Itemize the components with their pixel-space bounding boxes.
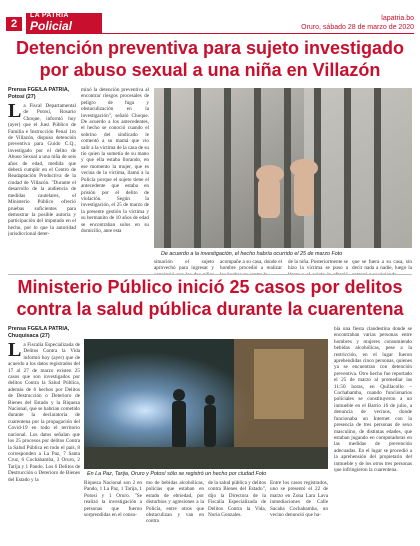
header-meta: [301, 14, 414, 32]
photo-night-scene: [84, 339, 328, 469]
article2-byline: [8, 326, 80, 339]
article2-column-5: Entre los casos registrados, uno se presentó el 22 de marzo en Zona Lara Lava inmediaciones de Calle Sacaba Cochabamba, un vecino denunció que ha-: [270, 480, 328, 519]
article2-column-1: [8, 326, 80, 544]
byline-source: Prensa FGE/LA PATRIA,: [8, 87, 70, 93]
article2-column-3: mo de bebidas alcohólicas, policías que estaban en estado de ebriedad, por disturbios y agresiones a la Policía, entre otros que obstaculizan y van en contra: [146, 480, 204, 525]
byline-place: Potosí (27): [8, 93, 36, 100]
drop-cap: L: [8, 339, 22, 361]
article2-column-right: bía una fiesta clandestina donde se encontraban varias personas entre hombres y mujeres consumiendo bebidas alcohólicas, pese a la restricción, en el lugar fueron aprehendidas cinco personas, quienes ya se encuentran con detención preventiva. Otro hecho fue reportado el 25 de marzo al promediar las 11:50 horas, en Quillacollo – Cochabamba, cuando funcionarios policiales se constituyeron a un inmueble en el Barrio 16 de julio, a denuncia de vecinos, donde funcionaba un Internet con la presencia de tres personas de sexo masculino, de distintas edades, que estaban jugando en computadoras en las medidas de prevención adecuadas. En el lugar se procedió a la aprehensión del propietario del inmueble y de los otros tres personas que infringieron la cuarentena.: [334, 326, 412, 473]
section-name: Policial: [30, 19, 73, 33]
header-rule: [26, 33, 414, 34]
prison-bars-image: [154, 88, 412, 248]
article1-column-1: [8, 87, 76, 273]
article1-column-6: que se fuera a su casa, sin decir nada a nadie, luego la: [352, 259, 412, 272]
byline-source: Prensa FGE/LA PATRIA,: [8, 326, 70, 332]
photo-prison-bars: [154, 88, 412, 248]
drop-cap: L: [8, 100, 22, 122]
article1-byline: [8, 87, 76, 100]
brand-logo: [26, 13, 102, 33]
article1-column-3: situación el sujeto aprovechó para ingresar y: [154, 259, 214, 272]
article2-column-2: Riqueza Nacional son 2 en Pando, 1 La Paz, 1 Tarija, 1 Potosí y 1 Oruro. "Se realizó la investigación a personas que fueron sorprendidas en el consu-: [84, 480, 142, 519]
article2-headline: Ministerio Público inició 25 casos por delitos contra la salud pública durante la cuarentena: [16, 277, 404, 319]
night-scene-image: [84, 339, 328, 469]
article1-photo-caption: De acuerdo a la investigación, el hecho habría ocurrido el 25 de marzo Foto: [158, 250, 345, 258]
article2-column-4: de la salud pública y delitos contra Bienes del Estado", dijo la Directora de la Fiscalía Especializada de Delitos Contra la Vida, Nuria Gonzales.: [208, 480, 266, 519]
article1-body-2: minó la detención preventiva al encontrar riesgos procesales de peligro de fuga y obstaculización en la investigación", señaló Choque. De acuerdo a los antecedentes, el hecho se conoció cuando el sobrino del sindicado le comentó a su mamá que vio salir a la víctima de la casa de su tío quien la sometía de su mano y que ella estaba llorando, en ese momento la mujer, que es vecina de la víctima, llamó a la Policía porque el sujeto tiene el antecedente que estaba en prisión por el delito de violación. Según la investigación, el 25 de marzo de la presente gestión la víctima y su hermanito de 10 años de edad se encontraban solos en su domicilio, ante esta: [81, 87, 149, 234]
page-header: [0, 0, 420, 36]
byline-place: Chuquisaca (27): [8, 332, 50, 339]
article1-headline: Detención preventiva para sujeto investigado por abuso sexual a una niña en Villazón: [15, 38, 405, 80]
article-divider: [8, 274, 412, 275]
page-number: 2: [6, 17, 22, 31]
article1-column-2: [81, 87, 149, 273]
site-url: lapatria.bo: [381, 15, 414, 22]
brand-name: LA PATRIA: [30, 12, 69, 19]
article2-photo-caption: En La Paz, Tarija, Oruro y Potosí sólo se registró un hecho por ciudad Foto: [84, 470, 269, 478]
article1-column-5: de la niña. Posteriormente se hizo la víctima se puso a: [288, 259, 348, 272]
article1-column-4: acompañe a su casa, donde el hombre procedió a realizar: [220, 259, 282, 272]
issue-date: Oruro, sábado 28 de marzo de 2020: [301, 24, 414, 31]
article2-body-1: La Fiscalía Especializada de Delitos Contra la Vida informó hoy (ayer) que de acuerdo a los datos registrados del 17 al 27 de marzo existen 25 casos que son investigados por delitos Contra la Salud Pública, además de 6 hechos por Delitos de Destrucción o Deterioro de Bienes del Estado y la Riqueza Nacional, que se habrían cometido durante la declaratoria de cuarentena por la propagación del Covid-19 en todo el territorio nacional. Los datos señalan que los 25 procesos por delitos Contra la Salud Pública en todo el país, 8 corresponden a La Paz, 7 Santa Cruz, 6 Cochabamba, 3 Oruro, 2 Tarija y 1 Pando. Los 6 Delitos de Destrucción o Deterioro de Bienes del Estado y la: [8, 339, 80, 483]
article1-body-1: La Fiscal Departamental de Potosí, Rosario Choque, informó hoy (ayer) que el Juez Público de Familia e Instrucción Penal 1ro de Villazón, dispuso detención preventiva para Guido C.Q., investigado por el delito de Abuso Sexual a una niña de seis años de edad, medida que deberá cumplir en el Centro de Readaptación Productiva de la ciudad de Villazón. "Durante el desarrollo de la audiencia de medidas cautelares, el Ministerio Público ofreció pruebas suficientes para demostrar la posible autoría y participación del imputado en el hecho, por lo que la autoridad jurisdiccional deter-: [8, 100, 76, 238]
